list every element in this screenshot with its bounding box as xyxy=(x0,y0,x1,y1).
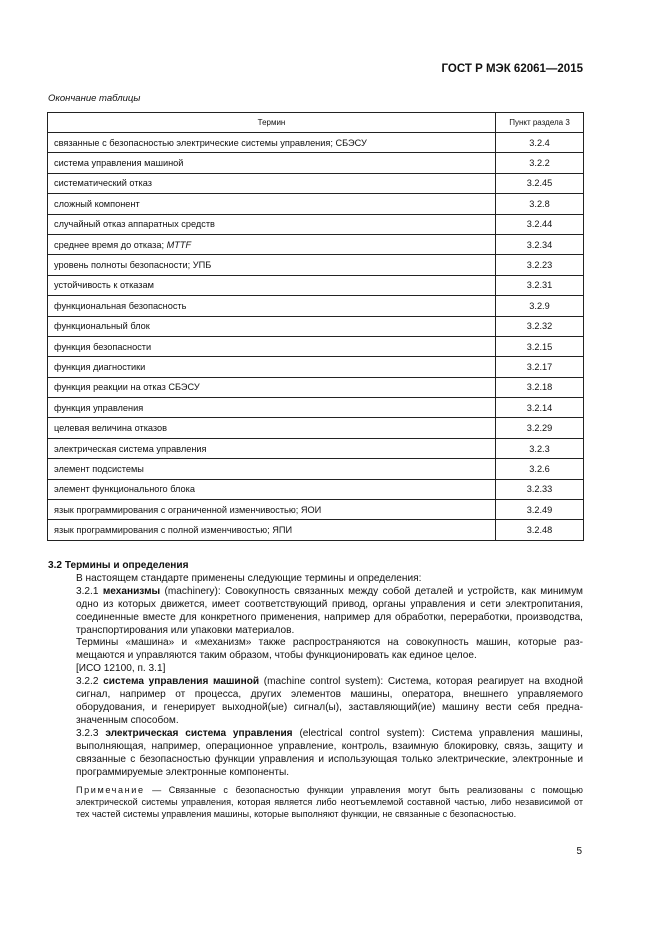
table-row xyxy=(48,418,584,438)
table-row xyxy=(48,194,584,214)
table-caption: Окончание таблицы xyxy=(48,93,141,104)
definition-electrical-control-system xyxy=(76,728,583,780)
table-header-row xyxy=(48,113,584,133)
term-cell: система управления машиной xyxy=(48,153,496,173)
clause-cell: 3.2.29 xyxy=(496,418,584,438)
table-row xyxy=(48,479,584,499)
clause-cell: 3.2.4 xyxy=(496,133,584,153)
term-cell: функция реакции на отказ СБЭСУ xyxy=(48,377,496,397)
term-cell: функциональный блок xyxy=(48,316,496,336)
term-cell: сложный компонент xyxy=(48,194,496,214)
term-cell: случайный отказ аппаратных средств xyxy=(48,214,496,234)
term-cell: связанные с безопасностью электрические системы управления; СБЭСУ xyxy=(48,133,496,153)
term-cell: элемент функционального блока xyxy=(48,479,496,499)
section-heading: 3.2 Термины и определения xyxy=(48,560,189,571)
term-cell xyxy=(48,234,496,254)
clause-cell: 3.2.48 xyxy=(496,520,584,540)
table-body xyxy=(48,133,584,541)
clause-cell: 3.2.18 xyxy=(496,377,584,397)
definition-number: 3.2.2 xyxy=(76,676,104,688)
clause-cell: 3.2.34 xyxy=(496,234,584,254)
table-row xyxy=(48,173,584,193)
term-text: среднее время до отказа; xyxy=(54,239,167,250)
terms-table xyxy=(47,112,584,541)
clause-cell: 3.2.33 xyxy=(496,479,584,499)
table-row xyxy=(48,500,584,520)
term-cell: систематический отказ xyxy=(48,173,496,193)
table-row xyxy=(48,133,584,153)
definition-text: (machine control system): Система, которая реагирует на входной сигнал, например от процесса, других элементов машины, оператора, внешнего управляемого оборудования, и генерирует выходной(ые) сигнал(ы), заставляющий(ие) машину вести себя предназначенным способом. xyxy=(76,676,583,726)
clause-cell: 3.2.49 xyxy=(496,500,584,520)
definition-number: 3.2.3 xyxy=(76,727,106,739)
document-code: ГОСТ Р МЭК 62061—2015 xyxy=(441,63,583,75)
term-cell: язык программирования с полной изменчивостью; ЯПИ xyxy=(48,520,496,540)
definition-machinery xyxy=(76,586,583,638)
table-row xyxy=(48,459,584,479)
definition-term: электрическая система управления xyxy=(105,727,293,739)
clause-cell: 3.2.8 xyxy=(496,194,584,214)
table-row xyxy=(48,255,584,275)
definition-machine-control-system xyxy=(76,676,583,728)
term-cell: функция управления xyxy=(48,398,496,418)
term-cell: уровень полноты безопасности; УПБ xyxy=(48,255,496,275)
table-row xyxy=(48,296,584,316)
clause-cell: 3.2.9 xyxy=(496,296,584,316)
term-cell: элемент подсистемы xyxy=(48,459,496,479)
table-row xyxy=(48,275,584,295)
table-row xyxy=(48,438,584,458)
table-row xyxy=(48,398,584,418)
column-header-term: Термин xyxy=(48,113,496,133)
clause-cell: 3.2.45 xyxy=(496,173,584,193)
clause-cell: 3.2.2 xyxy=(496,153,584,173)
term-cell: функция безопасности xyxy=(48,336,496,356)
column-header-clause: Пункт раздела 3 xyxy=(496,113,584,133)
definition-term: система управления машиной xyxy=(103,676,260,688)
table-row xyxy=(48,316,584,336)
section-body xyxy=(48,560,583,821)
note xyxy=(76,785,583,820)
machinery-note-paragraph: Термины «машина» и «механизм» также распространяются на совокупность машин, которые размещаются и управляются таким образом, чтобы функционировать как единое целое. xyxy=(76,637,583,662)
table-row xyxy=(48,153,584,173)
definition-term: механизмы xyxy=(102,585,161,597)
reference: [ИСО 12100, п. 3.1] xyxy=(76,663,166,675)
definition-text: (machinery): Совокупность связанных между собой деталей и устройств, как минимум одно из которых движется, имеет соответствующий привод, органы управления и сети электропитания, соединенные вместе для конкретного применения, например для обработки, переработки, производства, транспортирования или упаковки материалов. xyxy=(76,585,583,636)
definition-number: 3.2.1 xyxy=(76,585,103,597)
table-row xyxy=(48,377,584,397)
note-label: Примечание xyxy=(76,785,145,796)
term-cell: функция диагностики xyxy=(48,357,496,377)
clause-cell: 3.2.6 xyxy=(496,459,584,479)
clause-cell: 3.2.32 xyxy=(496,316,584,336)
table-row xyxy=(48,357,584,377)
table-row xyxy=(48,234,584,254)
clause-cell: 3.2.17 xyxy=(496,357,584,377)
definition-text: (electrical control system): Система управления машины, выполняющая, например, операционное управление, контроль, взаимную блокировку, связь, защиту и связанные с безопасностью функции управления и использующая только электрические, электронные и программируемые электронные компоненты. xyxy=(76,727,583,778)
clause-cell: 3.2.44 xyxy=(496,214,584,234)
clause-cell: 3.2.23 xyxy=(496,255,584,275)
term-cell: функциональная безопасность xyxy=(48,296,496,316)
clause-cell: 3.2.14 xyxy=(496,398,584,418)
table-row xyxy=(48,520,584,540)
term-cell: устойчивость к отказам xyxy=(48,275,496,295)
clause-cell: 3.2.15 xyxy=(496,336,584,356)
note-text: — Связанные с безопасностью функции управления могут быть реализованы с помощью электрической системы управления, которая является либо неотъемлемой составной частью, либо независимой от тех частей системы управления машины, которые выполняют функции, не связанные с безопасностью. xyxy=(76,785,583,819)
intro-paragraph: В настоящем стандарте применены следующие термины и определения: xyxy=(76,572,422,584)
clause-cell: 3.2.31 xyxy=(496,275,584,295)
table-row xyxy=(48,336,584,356)
term-cell: электрическая система управления xyxy=(48,438,496,458)
term-abbreviation: MTTF xyxy=(166,239,192,250)
page-number: 5 xyxy=(576,846,582,857)
clause-cell: 3.2.3 xyxy=(496,438,584,458)
term-cell: язык программирования с ограниченной изменчивостью; ЯОИ xyxy=(48,500,496,520)
table-row xyxy=(48,214,584,234)
term-cell: целевая величина отказов xyxy=(48,418,496,438)
